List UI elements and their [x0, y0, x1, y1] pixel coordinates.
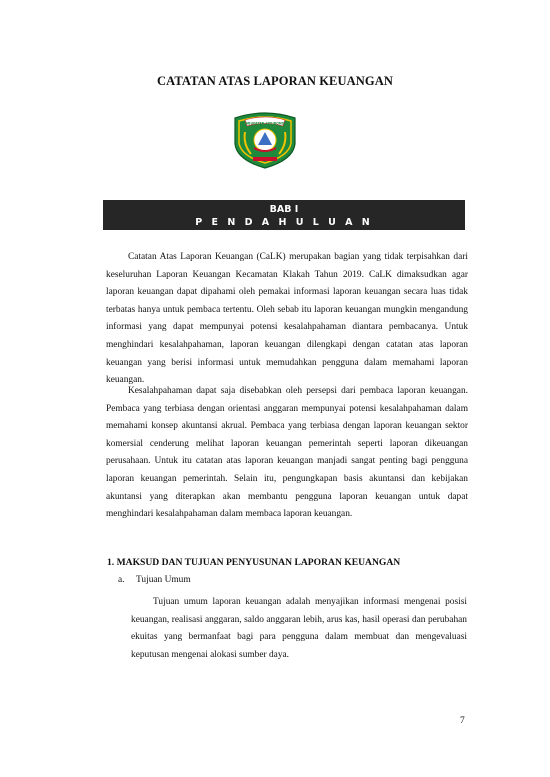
subsection-heading: [118, 575, 191, 585]
kabupaten-situbondo-emblem-icon: [231, 110, 299, 170]
paragraph: Catatan Atas Laporan Keuangan (CaLK) merupakan bagian yang tidak terpisahkan dari keseluruhan Laporan Keuangan Kecamatan Klakah Tahun 2019. CaLK dimaksudkan agar laporan keuangan dapat dipahami oleh pemakai informasi laporan keuangan secara luas tidak terbatas hanya untuk pembaca tertentu. Oleh sebab itu laporan keuangan mungkin mengandung informasi yang dapat mempunyai potensi kesalahpahaman diantara pembacanya. Untuk menghindari kesalahpahaman, laporan keuangan dilengkapi dengan catatan atas laporan keuangan yang berisi informasi untuk memudahkan pengguna dalam memahami laporan keuangan.: [106, 252, 468, 386]
page-number: 7: [460, 716, 465, 726]
subsection-title: Tujuan Umum: [136, 575, 191, 585]
document-title: CATATAN ATAS LAPORAN KEUANGAN: [157, 74, 393, 88]
subsection-letter: a.: [118, 575, 125, 585]
chapter-header: [103, 200, 465, 230]
paragraph: Kesalahpahaman dapat saja disebabkan oleh persepsi dari pembaca laporan keuangan. Pembaca yang terbiasa dengan orientasi anggaran mempunyai potensi kesalahpahaman dalam memahami konsep akuntansi akrual. Pembaca yang terbiasa dengan laporan keuangan sektor komersial cenderung melihat laporan keuangan pemerintah seperti laporan dikeuangan perusahaan. Untuk itu catatan atas laporan keuangan manjadi sangat penting bagi pengguna laporan keuangan pemerintah. Selain itu, pengungkapan basis akuntansi dan kebijakan akuntansi yang diterapkan akan membantu pengguna laporan keuangan untuk dapat menghindari kesalahpahaman dalam membaca laporan keuangan.: [106, 386, 468, 520]
section-heading: 1. MAKSUD DAN TUJUAN PENYUSUNAN LAPORAN KEUANGAN: [107, 557, 401, 568]
chapter-label: BAB I: [269, 204, 299, 215]
subsection-paragraph: Tujuan umum laporan keuangan adalah menyajikan informasi mengenai posisi keuangan, realisasi anggaran, saldo anggaran lebih, arus kas, hasil operasi dan perubahan ekuitas yang bermanfaat bagi para pengguna dalam membuat dan mengevaluasi keputusan mengenai alokasi sumber daya.: [131, 597, 467, 660]
chapter-title: P E N D A H U L U A N: [195, 217, 373, 228]
logo-banner-text: KABUPATEN SITUBONDO: [243, 121, 287, 126]
